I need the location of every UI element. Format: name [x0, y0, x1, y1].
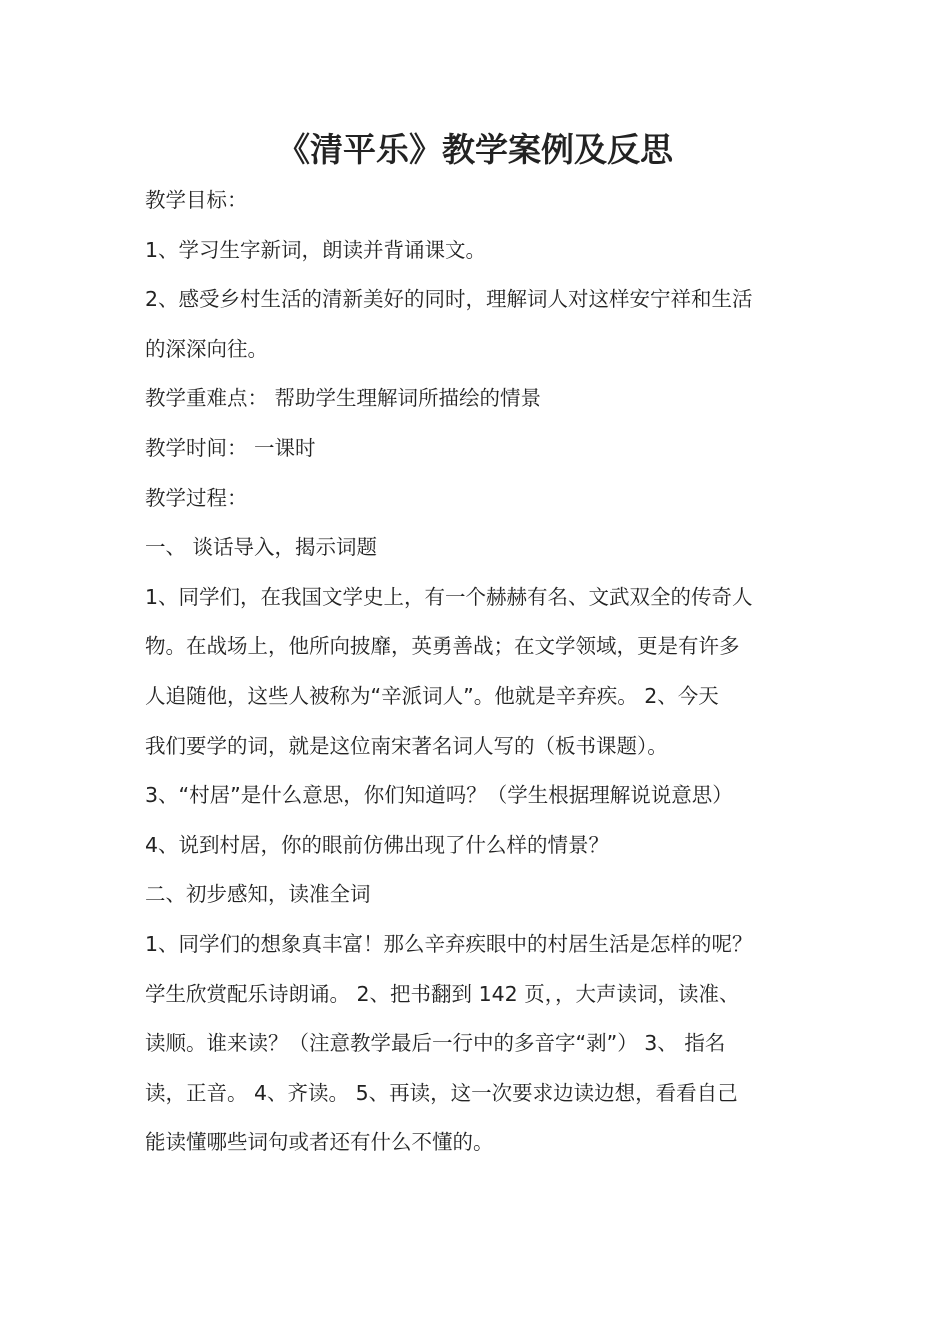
paragraph-line: 教学过程：: [145, 485, 248, 510]
paragraph-line: 1、学习生字新词，朗读并背诵课文。: [145, 237, 487, 262]
paragraph-line: 的深深向往。: [145, 336, 268, 361]
document-title: 《清平乐》教学案例及反思: [277, 130, 673, 169]
paragraph-line: 二、初步感知，读准全词: [145, 882, 371, 907]
paragraph-line: 3、“村居”是什么意思，你们知道吗？（学生根据理解说说意思）: [145, 783, 733, 808]
paragraph-line: 教学时间： 一课时: [145, 435, 316, 460]
document-body: [145, 176, 815, 1168]
paragraph-line: 教学重难点： 帮助学生理解词所描绘的情景: [145, 386, 542, 411]
paragraph-line: 人追随他，这些人被称为“辛派词人”。他就是辛弃疾。 2、今天: [145, 683, 719, 708]
paragraph-line: 学生欣赏配乐诗朗诵。 2、把书翻到 142 页，，大声读词，读准、: [145, 981, 740, 1006]
paragraph-line: 2、感受乡村生活的清新美好的同时，理解词人对这样安宁祥和生活: [145, 287, 753, 312]
paragraph-line: 1、同学们的想象真丰富！那么辛弃疾眼中的村居生活是怎样的呢？: [145, 931, 753, 956]
paragraph-line: 能读懂哪些词句或者还有什么不懂的。: [145, 1130, 494, 1155]
paragraph-line: 我们要学的词，就是这位南宋著名词人写的（板书课题）。: [145, 733, 668, 758]
paragraph-line: 物。在战场上，他所向披靡，英勇善战；在文学领域，更是有许多: [145, 634, 740, 659]
paragraph-line: 读，正音。 4、齐读。 5、再读，这一次要求边读边想，看看自己: [145, 1080, 738, 1105]
paragraph-line: 一、 谈话导入，揭示词题: [145, 535, 378, 560]
paragraph-line: 4、说到村居，你的眼前仿佛出现了什么样的情景？: [145, 832, 610, 857]
paragraph-line: 读顺。谁来读？（注意教学最后一行中的多音字“剥”） 3、 指名: [145, 1031, 726, 1056]
paragraph-line: 教学目标：: [145, 188, 248, 212]
paragraph-line: 1、同学们，在我国文学史上，有一个赫赫有名、文武双全的传奇人: [145, 584, 753, 609]
